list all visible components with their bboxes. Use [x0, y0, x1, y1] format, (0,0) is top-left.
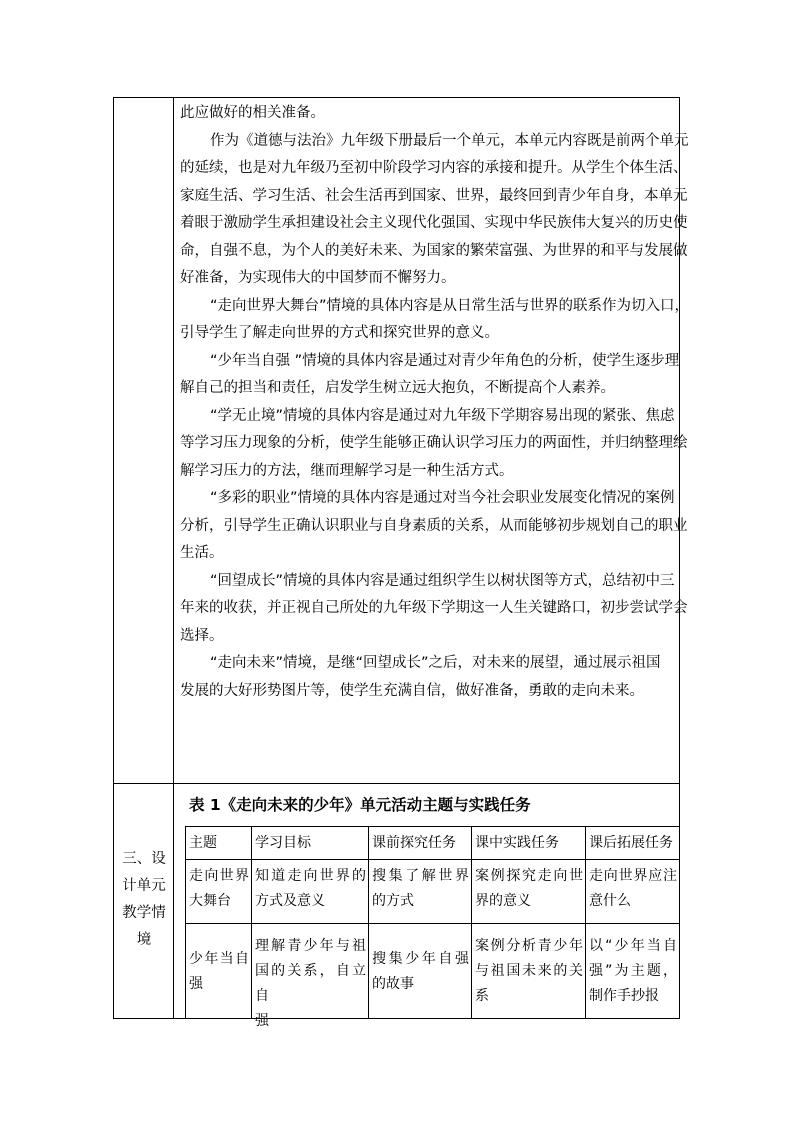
table-header-cell: 学习目标 — [255, 835, 311, 851]
section-label-line: 三、设 — [122, 851, 166, 867]
table-row-line — [186, 923, 680, 924]
text-line: 解自己的担当和责任，启发学生树立远大抱负，不断提高个人素养。 — [180, 380, 615, 396]
text-line: 命，自强不息，为个人的美好未来、为国家的繁荣富强、为世界的和平与发展做 — [180, 242, 688, 259]
text-line: “学无止境”情境的具体内容是通过对九年级下学期容易出现的紧张、焦虑 — [210, 407, 675, 424]
text-line: 作为《道德与法治》九年级下册最后一个单元，本单元内容既是前两个单元 — [210, 132, 689, 149]
cell-text-line: 的方式 — [372, 893, 414, 909]
text-line: 此应做好的相关准备。 — [180, 105, 325, 121]
text-line: “少年当自强 ”情境的具体内容是通过对青少年角色的分析，使学生逐步理 — [210, 352, 680, 369]
cell-text-line: 界的意义 — [475, 893, 531, 909]
cell-text-line: 案例探究走向世 — [475, 868, 583, 884]
cell-text-line: 大舞台 — [189, 893, 231, 909]
text-line: 好准备，为实现伟大的中国梦而不懈努力。 — [180, 270, 456, 286]
text-line: 着眼于激励学生承担建设社会主义现代化强国、实现中华民族伟大复兴的历史使 — [180, 215, 688, 231]
section-label-line: 计单元 — [122, 878, 166, 894]
cell-text-line: 少年当自 — [189, 951, 249, 967]
table-cell — [186, 864, 252, 923]
table-cell — [586, 864, 680, 923]
table-row-line — [186, 859, 680, 860]
cell-text-line: 搜集了解世界 — [372, 868, 469, 884]
cell-text-line: 国的关系，自立自 — [255, 963, 366, 1004]
section-label-unit-situation — [116, 846, 172, 954]
text-line: 等学习压力现象的分析，使学生能够正确认识学习压力的两面性，并归纳整理绘 — [180, 435, 688, 451]
cell-text-line: 知道走向世界的 — [255, 868, 366, 884]
text-line: “回望成长”情境的具体内容是通过组织学生以树状图等方式，总结初中三 — [210, 572, 675, 589]
table-cell — [252, 934, 369, 1029]
activity-table — [185, 826, 679, 1029]
text-line: “走向世界大舞台”情境的具体内容是从日常生活与世界的联系作为切入口， — [210, 297, 690, 314]
table-cell — [369, 864, 472, 923]
cell-text-line: 以“少年当自 — [589, 938, 677, 954]
cell-text-line: 强 — [189, 976, 203, 992]
section-divider — [113, 783, 680, 784]
table-header-cell: 主题 — [189, 835, 217, 851]
text-line: 发展的大好形势图片等，使学生充满自信，做好准备，勇敢的走向未来。 — [180, 682, 644, 699]
table-cell — [472, 864, 586, 923]
text-line: “多彩的职业”情境的具体内容是通过对当今社会职业发展变化情况的案例 — [210, 490, 675, 506]
cell-text-line: 制作手抄报 — [589, 988, 659, 1004]
table-cell — [586, 934, 680, 1018]
text-line: 家庭生活、学习生活、社会生活再到国家、世界，最终回到青少年自身，本单元 — [180, 187, 688, 204]
activity-table-title: 表 1《走向未来的少年》单元活动主题与实践任务 — [189, 796, 531, 814]
cell-text-line: 强”为主题， — [589, 963, 677, 979]
text-line: “走向未来”情境，是继“回望成长”之后，对未来的展望，通过展示祖国 — [210, 655, 661, 671]
text-line: 选择。 — [180, 627, 224, 644]
text-line: 解学习压力的方法，继而理解学习是一种生活方式。 — [180, 462, 514, 479]
cell-text-line: 走向世界应注 — [589, 868, 677, 884]
section-label-line: 教学情 — [122, 905, 166, 921]
table-cell — [472, 934, 586, 1018]
unit-description-text — [180, 100, 690, 705]
text-line: 生活。 — [180, 545, 224, 561]
outer-column-divider — [173, 97, 174, 1019]
cell-text-line: 与祖国未来的关 — [475, 963, 583, 979]
cell-text-line: 强 — [255, 1013, 269, 1029]
cell-text-line: 搜集少年自强 — [372, 951, 469, 967]
cell-text-line: 方式及意义 — [255, 893, 325, 909]
section-label-line: 境 — [136, 932, 152, 948]
cell-text-line: 走向世界 — [189, 868, 249, 884]
table-header-cell: 课后拓展任务 — [589, 835, 673, 851]
table-cell — [186, 947, 252, 1018]
table-cell — [369, 947, 472, 1018]
cell-text-line: 系 — [475, 988, 489, 1004]
text-line: 分析，引导学生正确认识职业与自身素质的关系，从而能够初步规划自己的职业 — [180, 517, 688, 534]
table-cell — [252, 864, 369, 923]
cell-text-line: 意什么 — [589, 893, 631, 909]
text-line: 引导学生了解走向世界的方式和探究世界的意义。 — [180, 325, 499, 341]
table-header-cell: 课前探究任务 — [372, 835, 456, 851]
cell-text-line: 案例分析青少年 — [475, 938, 583, 954]
cell-text-line: 理解青少年与祖 — [255, 938, 366, 954]
cell-text-line: 的故事 — [372, 976, 414, 992]
text-line: 年来的收获，并正视自己所处的九年级下学期这一人生关键路口，初步尝试学会 — [180, 600, 688, 616]
text-line: 的延续，也是对九年级乃至初中阶段学习内容的承接和提升。从学生个体生活、 — [180, 160, 688, 176]
table-header-cell: 课中实践任务 — [475, 835, 559, 851]
